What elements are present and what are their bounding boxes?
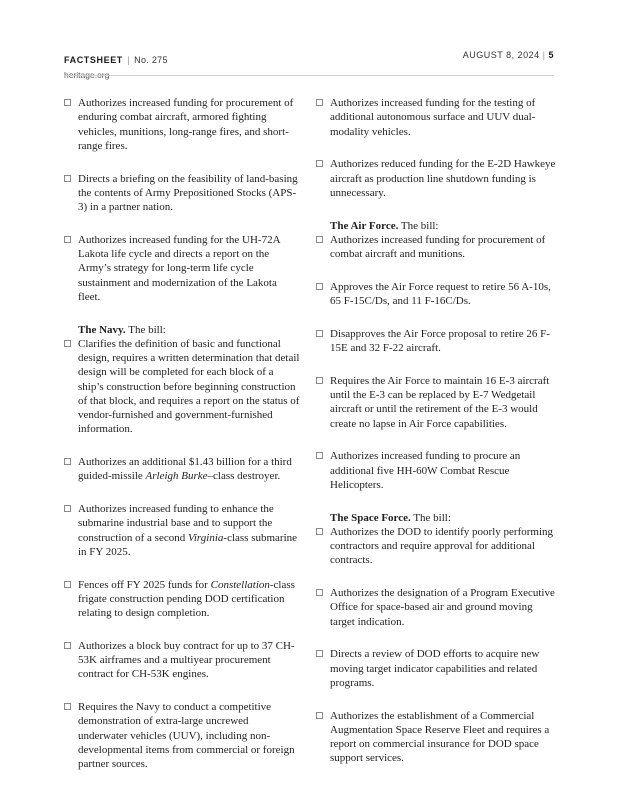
list-item: Directs a briefing on the feasibility of land-basing the contents of Army Prepositioned Stocks (APS-3) in a partner nation. (64, 172, 300, 215)
right-column (316, 96, 558, 784)
header-rule (64, 75, 554, 76)
bullet-square-icon (64, 236, 71, 243)
list-item: Fences off FY 2025 funds for Constellation-class frigate construction pending DOD certification relating to design completion. (64, 578, 300, 621)
section-heading-space-force: The Space Force. The bill: (330, 511, 451, 524)
series-label: FACTSHEET (64, 55, 123, 65)
list-item: Authorizes an additional $1.43 billion for a third guided-missile Arleigh Burke–class destroyer. (64, 455, 300, 484)
list-item: Authorizes a block buy contract for up to 37 CH-53K airframes and a multiyear procurement contract for CH-53K engines. (64, 639, 300, 682)
list-item: Authorizes reduced funding for the E-2D Hawkeye aircraft as production line shutdown funding is unnecessary. (316, 157, 558, 200)
bullet-square-icon (316, 452, 323, 459)
section-heading-air-force: The Air Force. The bill: (330, 219, 439, 232)
bullet-square-icon (316, 236, 323, 243)
bullet-square-icon (64, 175, 71, 182)
factsheet-number: No. 275 (134, 55, 168, 65)
bullet-square-icon (316, 330, 323, 337)
bullet-square-icon (316, 160, 323, 167)
list-item: Disapproves the Air Force proposal to retire 26 F-15E and 32 F-22 aircraft. (316, 327, 558, 356)
bullet-square-icon (64, 703, 71, 710)
bullet-square-icon (316, 99, 323, 106)
bullet-square-icon (64, 458, 71, 465)
section-heading-navy: The Navy. The bill: (78, 323, 166, 336)
list-item: Authorizes increased funding to enhance the submarine industrial base and to support the construction of a second Virginia-class submarine in FY 2025. (64, 502, 300, 559)
header-separator: | (127, 55, 130, 65)
site-link[interactable]: heritage.org (64, 70, 110, 80)
list-item: Authorizes increased funding for the testing of additional autonomous surface and UUV dual-modality vehicles. (316, 96, 558, 139)
header-right (463, 50, 554, 60)
list-item: Authorizes the DOD to identify poorly performing contractors and require approval for additional contracts. (316, 525, 558, 568)
list-item: Authorizes the designation of a Program Executive Office for space-based air and ground moving target indication. (316, 586, 558, 629)
publication-date: AUGUST 8, 2024 (462, 50, 540, 60)
bullet-square-icon (316, 589, 323, 596)
list-item: Clarifies the definition of basic and functional design, requires a written determination that detail design will be completed for each block of a ship’s construction before beginning construction of that block, and requires a report on the status of vendor-furnished and government-furnished information. (64, 337, 300, 437)
list-item: Approves the Air Force request to retire 56 A-10s, 65 F-15C/Ds, and 11 F-16C/Ds. (316, 280, 558, 309)
list-item: Authorizes increased funding to procure an additional five HH-60W Combat Rescue Helicopters. (316, 449, 558, 492)
bullet-square-icon (316, 377, 323, 384)
bullet-square-icon (64, 99, 71, 106)
bullet-square-icon (316, 528, 323, 535)
list-item: Authorizes increased funding for the UH-72A Lakota life cycle and directs a report on the Army’s strategy for long-term life cycle sustainment and modernization of the Lakota fleet. (64, 233, 300, 304)
bullet-square-icon (64, 642, 71, 649)
list-item: Requires the Air Force to maintain 16 E-3 aircraft until the E-3 can be replaced by E-7 Wedgetail aircraft or until the retirement of the E-3 would create no lapse in Air Force capabilities. (316, 374, 558, 431)
list-item: Authorizes increased funding for procurement of enduring combat aircraft, armored fighting vehicles, munitions, long-range fires, and short-range fires. (64, 96, 300, 153)
bullet-square-icon (64, 340, 71, 347)
list-item: Authorizes the establishment of a Commercial Augmentation Space Reserve Fleet and requires a report on commercial insurance for DOD space support services. (316, 709, 558, 766)
list-item: Authorizes increased funding for procurement of combat aircraft and munitions. (316, 233, 558, 262)
left-column (64, 96, 300, 790)
bullet-square-icon (316, 283, 323, 290)
bullet-square-icon (316, 650, 323, 657)
bullet-square-icon (316, 712, 323, 719)
page-number: 5 (548, 50, 554, 60)
bullet-square-icon (64, 505, 71, 512)
list-item: Requires the Navy to conduct a competitive demonstration of extra-large uncrewed underwater vehicles (UUV), including non-developmental items from commercial or foreign partner sources. (64, 700, 300, 771)
bullet-square-icon (64, 581, 71, 588)
list-item: Directs a review of DOD efforts to acquire new moving target indicator capabilities and related programs. (316, 647, 558, 690)
header-separator-right: | (542, 50, 546, 60)
